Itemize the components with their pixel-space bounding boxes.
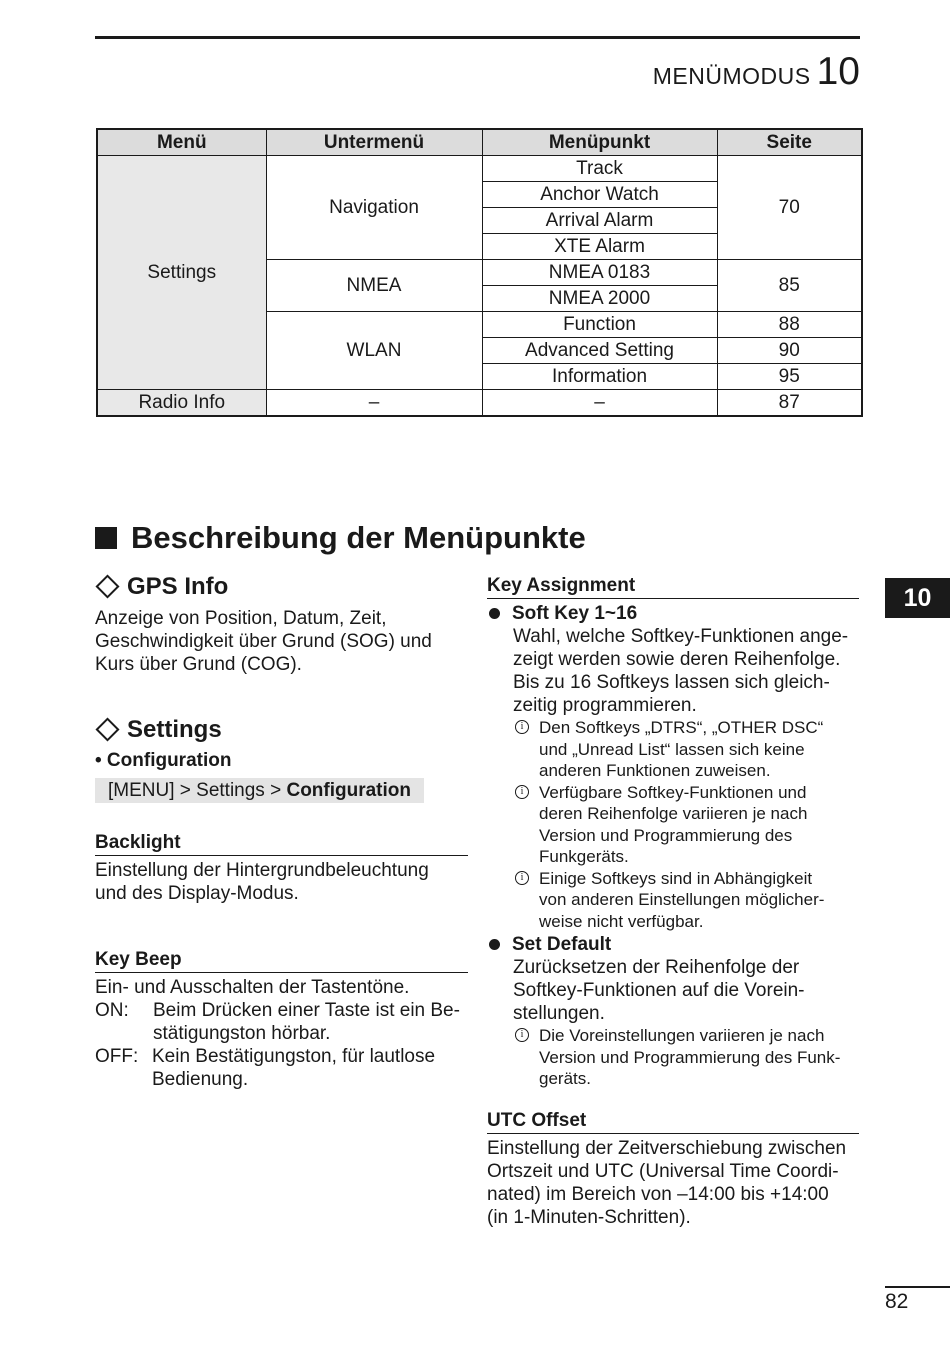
- text-line: zeigt werden sowie deren Reihenfolge.: [513, 649, 841, 670]
- text-line: von anderen Einstellungen möglicher-: [539, 890, 825, 909]
- section-title: [95, 520, 586, 556]
- off-row: [95, 1045, 468, 1091]
- settings-title: Settings: [127, 715, 222, 743]
- backlight-heading: Backlight: [95, 831, 468, 856]
- text-line: Version und Programmierung des: [539, 825, 793, 845]
- text-line: Kein Bestätigungston, für lautlose: [152, 1046, 436, 1067]
- submenu-cell-wlan: WLAN: [266, 312, 482, 390]
- key-beep-heading: Key Beep: [95, 948, 468, 973]
- text-line: Anzeige von Position, Datum, Zeit,: [95, 608, 387, 629]
- item-cell: NMEA 2000: [482, 286, 717, 312]
- page-number: 82: [885, 1290, 909, 1313]
- chapter-tab: 10: [885, 578, 950, 618]
- info-icon: i: [515, 871, 529, 885]
- chapter-number: 10: [816, 50, 860, 93]
- item-cell: NMEA 0183: [482, 260, 717, 286]
- table-header: Untermenü: [266, 129, 482, 156]
- text-line: Softkey-Funktionen auf die Vorein-: [513, 980, 805, 1001]
- page-cell: 70: [717, 156, 862, 260]
- text-line: Ortszeit und UTC (Universal Time Coordi-: [487, 1160, 839, 1182]
- menu-cell-settings: Settings: [97, 156, 266, 390]
- text-line: deren Reihenfolge variieren je nach: [539, 804, 808, 823]
- section-title-text: Beschreibung der Menüpunkte: [131, 520, 586, 555]
- gps-info-text: [95, 607, 468, 676]
- page-number-rule: [885, 1286, 950, 1288]
- menu-path-box: [95, 778, 468, 803]
- text-line: Funkgeräts.: [539, 847, 629, 866]
- on-label: ON:: [95, 1000, 129, 1021]
- text-line: Wahl, welche Softkey-Funktionen ange-: [513, 626, 849, 647]
- soft-key-text: [487, 625, 859, 717]
- bullet-icon: [489, 608, 500, 619]
- menu-table: [96, 128, 863, 417]
- utc-offset-text: [487, 1137, 859, 1229]
- text-line: und „Unread List“ lassen sich keine: [539, 739, 805, 759]
- table-header: Seite: [717, 129, 862, 156]
- set-default-title: Set Default: [512, 934, 612, 955]
- on-row: [95, 999, 468, 1045]
- info-icon: i: [515, 785, 529, 799]
- page-cell: 90: [717, 338, 862, 364]
- text-line: Den Softkeys „DTRS“, „OTHER DSC“: [539, 718, 824, 737]
- chapter-title: MENÜMODUS: [652, 63, 811, 89]
- info-icon: i: [515, 1028, 529, 1042]
- settings-heading: [95, 715, 468, 743]
- text-line: geräts.: [539, 1069, 591, 1088]
- item-cell: Track: [482, 156, 717, 182]
- table-header-row: [97, 129, 862, 156]
- item-cell: –: [482, 390, 717, 417]
- page-cell: 95: [717, 364, 862, 390]
- page-cell: 87: [717, 390, 862, 417]
- bullet-icon: [489, 939, 500, 950]
- set-default-heading: [487, 933, 859, 956]
- table-row: [97, 156, 862, 182]
- text-line: nated) im Bereich von –14:00 bis +14:00: [487, 1183, 829, 1205]
- page-cell: 85: [717, 260, 862, 312]
- text-line: stätigungston hörbar.: [153, 1023, 331, 1044]
- right-column: [487, 574, 859, 1229]
- submenu-cell-nmea: NMEA: [266, 260, 482, 312]
- item-cell: Function: [482, 312, 717, 338]
- item-cell: Anchor Watch: [482, 182, 717, 208]
- text-line: Beim Drücken einer Taste ist ein Be-: [153, 1000, 460, 1021]
- configuration-bullet: • Configuration: [95, 750, 232, 771]
- item-cell: XTE Alarm: [482, 234, 717, 260]
- diamond-icon: [95, 717, 119, 741]
- text-line: Bedienung.: [152, 1069, 249, 1090]
- key-assignment-heading: Key Assignment: [487, 574, 859, 599]
- table-header: Menü: [97, 129, 266, 156]
- text-line: Geschwindigkeit über Grund (SOG) und: [95, 631, 432, 652]
- soft-key-title: Soft Key 1~16: [512, 603, 638, 624]
- info-icon: i: [515, 720, 529, 734]
- set-default-notes: [487, 1025, 859, 1090]
- diamond-icon: [95, 574, 119, 598]
- backlight-text: [95, 859, 468, 905]
- submenu-cell-navigation: Navigation: [266, 156, 482, 260]
- text-line: und des Display-Modus.: [95, 883, 299, 904]
- soft-key-heading: [487, 602, 859, 625]
- chapter-header: [653, 50, 860, 94]
- left-column: [95, 572, 468, 1091]
- text-line: Zurücksetzen der Reihenfolge der: [513, 957, 800, 978]
- square-bullet-icon: [95, 527, 117, 549]
- submenu-cell: –: [266, 390, 482, 417]
- utc-offset-heading: UTC Offset: [487, 1109, 859, 1134]
- key-beep-text: [95, 976, 468, 1091]
- text-line: Einstellung der Hintergrundbeleuchtung: [95, 860, 429, 881]
- off-label: OFF:: [95, 1046, 139, 1067]
- gps-info-title: GPS Info: [127, 572, 229, 600]
- text-line: Die Voreinstellungen variieren je nach: [539, 1026, 825, 1045]
- text-line: Einstellung der Zeitverschiebung zwischen: [487, 1137, 847, 1159]
- text-line: Verfügbare Softkey-Funktionen und: [539, 782, 807, 802]
- text-line: anderen Funktionen zuweisen.: [539, 761, 771, 780]
- text-line: zeitig programmieren.: [513, 695, 697, 716]
- menu-cell-radio-info: Radio Info: [97, 390, 266, 417]
- top-rule: [95, 36, 860, 39]
- text-line: Bis zu 16 Softkeys lassen sich gleich-: [513, 672, 830, 693]
- note: [513, 1025, 859, 1090]
- table-row: [97, 390, 862, 417]
- text-line: Kurs über Grund (COG).: [95, 654, 302, 675]
- note: [513, 868, 859, 933]
- menu-path-prefix: [MENU] > Settings >: [108, 780, 287, 801]
- set-default-text: [487, 956, 859, 1025]
- soft-key-notes: [487, 717, 859, 932]
- item-cell: Advanced Setting: [482, 338, 717, 364]
- table-header: Menüpunkt: [482, 129, 717, 156]
- text-line: (in 1-Minuten-Schritten).: [487, 1206, 691, 1228]
- text-line: Version und Programmierung des Funk-: [539, 1047, 841, 1067]
- text-line: weise nicht verfügbar.: [539, 911, 704, 931]
- page-cell: 88: [717, 312, 862, 338]
- item-cell: Information: [482, 364, 717, 390]
- item-cell: Arrival Alarm: [482, 208, 717, 234]
- gps-info-heading: [95, 572, 468, 600]
- note: [513, 782, 859, 868]
- note: [513, 717, 859, 782]
- menu-path-bold: Configuration: [286, 780, 411, 801]
- text-line: Ein- und Ausschalten der Tastentöne.: [95, 977, 410, 998]
- text-line: Einige Softkeys sind in Abhängigkeit: [539, 868, 813, 888]
- text-line: stellungen.: [513, 1003, 605, 1024]
